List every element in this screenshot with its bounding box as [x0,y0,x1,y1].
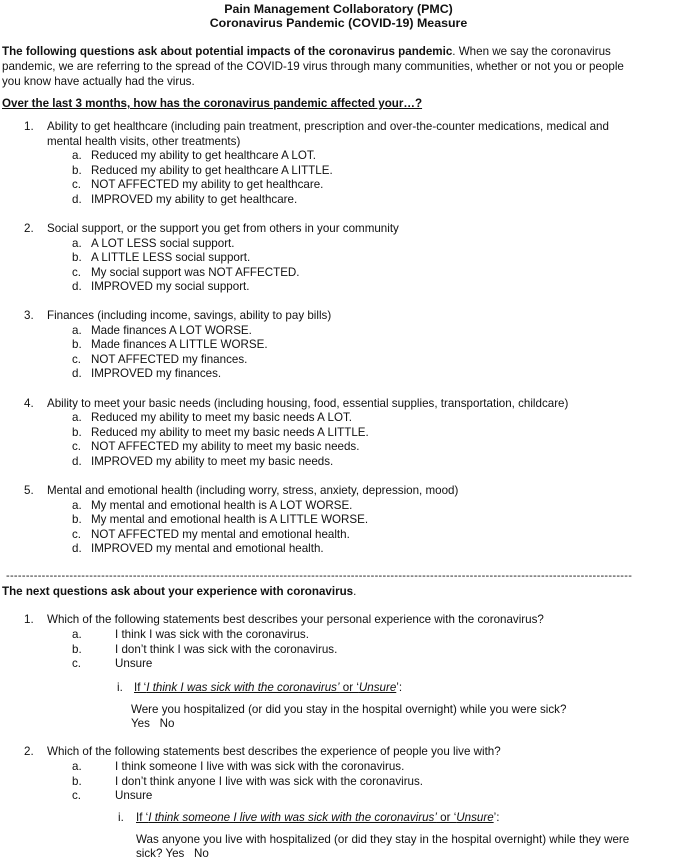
question-text: Ability to get healthcare (including pain treatment, prescription and over-the-counter medications, medical and [47,120,609,133]
question-number: 1. [24,613,34,626]
option-letter: b. [72,338,82,351]
section2-heading: The next questions ask about your experience with coronavirus. [2,585,357,598]
option-letter: a. [72,499,82,512]
option-text[interactable]: A LOT LESS social support. [91,237,235,250]
option-letter: a. [72,628,82,641]
option-text[interactable]: NOT AFFECTED my ability to meet my basic needs. [91,440,360,453]
question-number: 2. [24,222,34,235]
follow-up-condition: If ‘I think I was sick with the coronavirus’ or ‘Unsure’: [134,681,403,694]
option-text[interactable]: Made finances A LOT WORSE. [91,324,252,337]
option-text[interactable]: IMPROVED my ability to get healthcare. [91,193,298,206]
option-letter: b. [72,513,82,526]
option-letter: a. [72,149,82,162]
document-subtitle: Coronavirus Pandemic (COVID-19) Measure [209,16,468,30]
option-text[interactable]: Reduced my ability to get healthcare A LOT. [91,149,316,162]
option-text[interactable]: I don’t think anyone I live with was sick with the coronavirus. [115,775,424,788]
section1-prompt: Over the last 3 months, how has the coronavirus pandemic affected your…? [2,97,423,110]
option-letter: c. [72,178,82,191]
question-number: 4. [24,397,34,410]
option-text[interactable]: NOT AFFECTED my ability to get healthcare. [91,178,324,191]
option-letter: b. [72,426,82,439]
yes-no-answers[interactable]: Yes No [131,717,175,730]
option-text[interactable]: I don’t think I was sick with the coronavirus. [115,643,338,656]
option-letter: c. [72,789,82,802]
option-text[interactable]: Made finances A LITTLE WORSE. [91,338,268,351]
option-text[interactable]: I think I was sick with the coronavirus. [115,628,309,641]
option-letter: c. [72,657,82,670]
option-letter: c. [72,266,82,279]
question-text: Finances (including income, savings, ability to pay bills) [47,309,332,322]
option-letter: b. [72,164,82,177]
option-letter: c. [72,528,82,541]
option-text[interactable]: A LITTLE LESS social support. [91,251,251,264]
option-text[interactable]: Reduced my ability to meet my basic needs A LOT. [91,411,352,424]
option-letter: d. [72,542,82,555]
option-letter: b. [72,775,82,788]
intro-line-2: pandemic, we are referring to the spread of the COVID-19 virus through many communities, whether or not you or people [2,60,624,73]
option-letter: a. [72,324,82,337]
section-divider: -------------------------------------------------------------------------------------------------------------------------------------------------------------- [6,570,633,582]
option-text[interactable]: IMPROVED my ability to meet my basic needs. [91,455,334,468]
document-title: Pain Management Collaboratory (PMC) [224,2,453,16]
option-text[interactable]: NOT AFFECTED my finances. [91,353,248,366]
follow-up-question: Were you hospitalized (or did you stay in the hospital overnight) while you were sick? [131,703,567,716]
option-letter: d. [72,280,82,293]
option-text[interactable]: I think someone I live with was sick with the coronavirus. [115,760,405,773]
option-text[interactable]: My mental and emotional health is A LOT WORSE. [91,499,353,512]
question-text-continued: mental health visits, other treatments) [47,135,241,148]
option-text[interactable]: Unsure [115,657,153,670]
question-number: 5. [24,484,34,497]
follow-up-marker: i. [118,811,124,824]
question-text: Mental and emotional health (including worry, stress, anxiety, depression, mood) [47,484,459,497]
option-letter: d. [72,193,82,206]
option-letter: c. [72,440,82,453]
intro-line-1: The following questions ask about potential impacts of the coronavirus pandemic. When we say the coronavirus [2,45,611,58]
question-text: Ability to meet your basic needs (including housing, food, essential supplies, transportation, childcare) [47,397,569,410]
option-text[interactable]: My mental and emotional health is A LITTLE WORSE. [91,513,369,526]
question-number: 1. [24,120,34,133]
option-text[interactable]: Reduced my ability to get healthcare A LITTLE. [91,164,333,177]
option-text[interactable]: Unsure [115,789,153,802]
option-letter: c. [72,353,82,366]
intro-line-3: you know have actually had the virus. [2,75,195,88]
yes-no-answers[interactable]: Yes No [165,847,209,860]
question-text: Social support, or the support you get from others in your community [47,222,399,235]
option-letter: a. [72,760,82,773]
follow-up-marker: i. [117,681,123,694]
option-text[interactable]: IMPROVED my social support. [91,280,250,293]
option-letter: a. [72,237,82,250]
option-letter: b. [72,251,82,264]
follow-up-question: Was anyone you live with hospitalized (or did they stay in the hospital overnight) while they were [136,833,630,846]
option-letter: b. [72,643,82,656]
option-letter: d. [72,455,82,468]
question-text: Which of the following statements best describes your personal experience with the coronavirus? [47,613,544,626]
follow-up-question-continued: sick? Yes No [136,847,209,860]
option-text[interactable]: Reduced my ability to meet my basic needs A LITTLE. [91,426,369,439]
question-number: 3. [24,309,34,322]
option-text[interactable]: IMPROVED my mental and emotional health. [91,542,324,555]
option-text[interactable]: IMPROVED my finances. [91,367,222,380]
option-text[interactable]: My social support was NOT AFFECTED. [91,266,300,279]
option-letter: d. [72,367,82,380]
follow-up-condition: If ‘I think someone I live with was sick with the coronavirus’ or ‘Unsure’: [136,811,500,824]
option-letter: a. [72,411,82,424]
question-text: Which of the following statements best describes the experience of people you live with? [47,745,501,758]
question-number: 2. [24,745,34,758]
option-text[interactable]: NOT AFFECTED my mental and emotional health. [91,528,350,541]
